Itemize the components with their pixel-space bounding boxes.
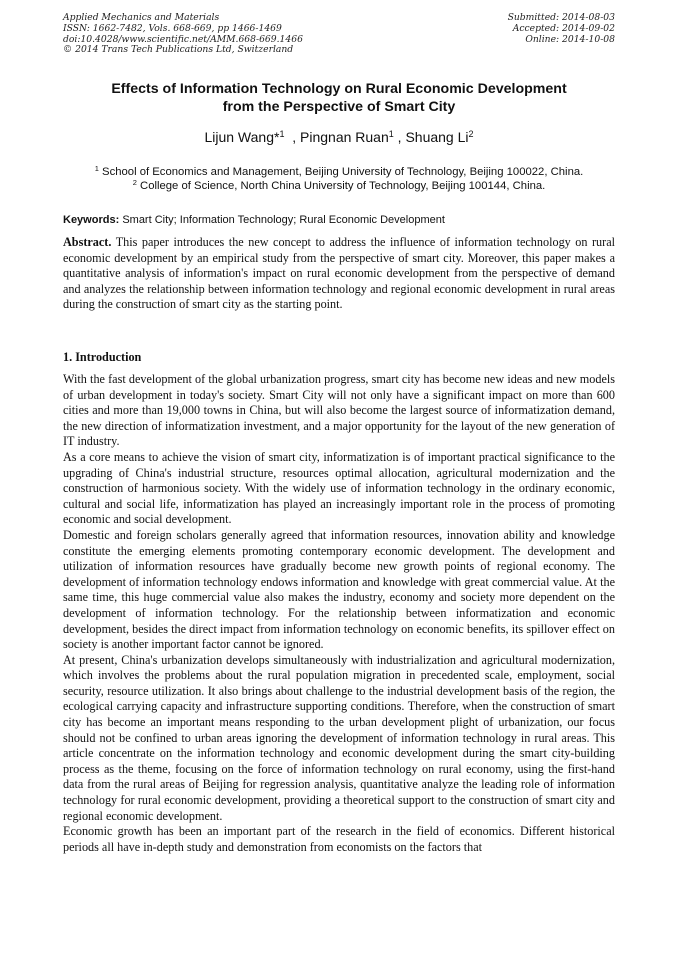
keywords-text: Smart City; Information Technology; Rural Economic Development — [122, 214, 445, 226]
paragraph: Economic growth has been an important part of the research in the field of economics. Different historical periods all have in-depth study and demonstration from economists on the factors that — [63, 824, 615, 854]
affiliation — [40, 179, 638, 193]
abstract — [63, 235, 615, 313]
author-list: Lijun Wang*$^1$ , Pingnan Ruan$^1$ , Shuang Li$^2$ — [204, 129, 474, 145]
submitted-date: Submitted: 2014-08-03 — [507, 12, 615, 23]
author-affiliation-mark: 1 — [279, 129, 285, 139]
title-line-2: from the Perspective of Smart City — [222, 98, 456, 115]
author-name: Pingnan Ruan — [300, 129, 389, 145]
keywords — [63, 213, 623, 227]
affiliation-mark: 2 — [132, 178, 137, 187]
affiliation-text: School of Economics and Management, Beijing University of Technology, Beijing 100022, China. — [102, 166, 584, 178]
affiliation-text: College of Science, North China University of Technology, Beijing 100144, China. — [140, 180, 546, 192]
paragraph: Domestic and foreign scholars generally agreed that information resources, innovation ability and knowledge constitute the emerging elements promoting contemporary economic development. The development and utilization of information resources have gradually become new growth points of regional economy. The development of information technology endows information and knowledge with great commercial value. At the same time, this huge commercial value also makes the industry, economy and society more dependent on the development of information technology. For the relationship between informatization and economic development, besides the direct impact from information technology on economic benefits, its spillover effect on society is another important factor cannot be ignored. — [63, 527, 615, 652]
keywords-label: Keywords: — [63, 214, 120, 226]
affiliation — [40, 165, 638, 179]
section-body — [63, 372, 615, 855]
author-affiliation-mark: 1 — [388, 129, 394, 139]
issn-line: ISSN: 1662-7482, Vols. 668-669, pp 1466-1469 — [63, 22, 282, 34]
section-heading: 1. Introduction — [63, 350, 142, 364]
paper-title — [40, 81, 638, 116]
affiliation-mark: 1 — [94, 164, 99, 173]
author-name: Lijun Wang* — [204, 129, 280, 145]
paragraph: As a core means to achieve the vision of smart city, informatization is of important practical significance to the upgrading of China's industrial structure, resources optimal allocation, agricultural modernization and the construction of harmonious society. With the widely use of information technology in the ordinary economic, cultural and social life, informatization has played an increasingly important role in the process of promoting economic and social development. — [63, 449, 615, 527]
copyright-line: © 2014 Trans Tech Publications Ltd, Switzerland — [63, 44, 294, 56]
title-line-1: Effects of Information Technology on Rural Economic Development — [111, 81, 567, 97]
doi-line: doi:10.4028/www.scientific.net/AMM.668-669.1466 — [63, 33, 303, 45]
submission-dates — [508, 13, 615, 45]
paragraph: At present, China's urbanization develops simultaneously with industrialization and agricultural modernization, which involves the problems about the rural population migration in precedented scale, employment, social security, resource utilization. It also brings about challenge to the industrial development basis of the region, the ecological carrying capacity and infrastructure supporting conditions. Therefore, when the construction of smart city has become an important means responding to the urban development plight of urbanization, our focus should not be confined to urban areas ignoring the development of information technology in rural areas. This article concentrate on the information technology and economic development during the smart city-building process as the theme, focusing on the force of information technology on rural economy, using the first-hand data from the rural areas of Beijing for regression analysis, quantitative analyze the leading role of information technology for rural economic development, providing a theoretical support to the construction of smart city and regional economic development. — [63, 652, 615, 823]
journal-info — [63, 13, 303, 56]
abstract-label: Abstract. — [63, 235, 112, 249]
author-name: Shuang Li — [405, 129, 469, 145]
paragraph: With the fast development of the global urbanization progress, smart city has become new ideas and new models of urban development in today's society. Smart City will not only have a significant impact on more than 600 cities and more than 19,000 towns in China, but will also become the largest source of informatization demand, the new direction of informatization investment, and a major opportunity for the layout of the new generation of IT industry. — [63, 372, 615, 449]
online-date: Online: 2014-10-08 — [525, 33, 615, 45]
journal-name: Applied Mechanics and Materials — [63, 12, 220, 23]
author-affiliation-mark: 2 — [468, 129, 474, 139]
affiliations — [40, 165, 638, 193]
abstract-text: This paper introduces the new concept to address the influence of information technology on rural economic development by an empirical study from the perspective of smart city. Moreover, this paper makes a quantitative analysis of information's impact on rural economic development from the perspective of demand and analyzes the relationship between information technology and regional economic development in rural areas during the construction of smart city as the starting point. — [63, 235, 616, 312]
accepted-date: Accepted: 2014-09-02 — [512, 22, 615, 34]
